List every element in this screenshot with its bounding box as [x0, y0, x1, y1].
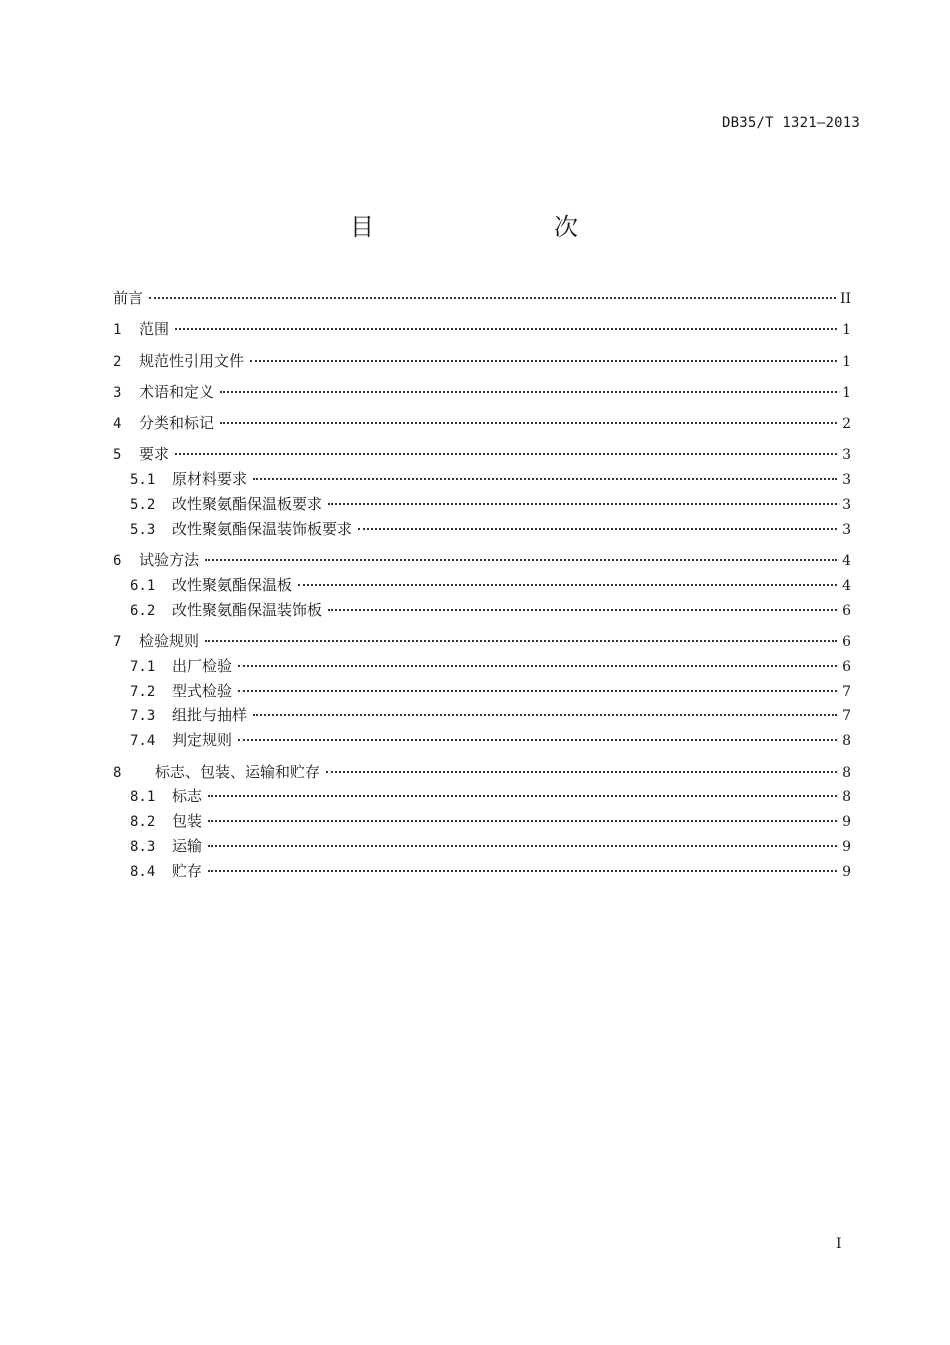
toc-entry-number: 3	[113, 384, 122, 401]
toc-entry-number: 6.1	[130, 577, 156, 594]
toc-entry-number: 7.4	[130, 733, 156, 750]
toc-entry[interactable]	[113, 654, 851, 679]
toc-entry-number: 7	[113, 634, 122, 651]
toc-dot-leader	[208, 820, 837, 822]
toc-entry-label: 改性聚氨酯保温板要求	[172, 495, 323, 514]
toc-entry[interactable]	[113, 598, 851, 623]
toc-entry-number: 5.3	[130, 521, 156, 538]
toc-entry-page-number: 6	[842, 634, 851, 651]
toc-entry-page-number: 3	[842, 497, 851, 514]
toc-dot-leader	[238, 690, 837, 692]
toc-entry-page-number: 4	[842, 577, 851, 594]
toc-entry-label: 术语和定义	[139, 382, 215, 401]
toc-entry-page-number: 9	[842, 814, 851, 831]
toc-dot-leader	[298, 584, 837, 586]
toc-entry-number: 4	[113, 416, 122, 433]
toc-dot-leader	[205, 559, 837, 561]
toc-entry-number: 7.3	[130, 708, 156, 725]
toc-entry[interactable]	[113, 809, 851, 834]
toc-entry-page-number: 2	[842, 416, 851, 433]
toc-entry[interactable]	[113, 286, 851, 311]
toc-entry-page-number: 6	[842, 602, 851, 619]
toc-entry[interactable]	[113, 467, 851, 492]
toc-dot-leader	[328, 609, 837, 611]
toc-dot-leader	[253, 478, 837, 480]
toc-entry[interactable]	[113, 629, 851, 654]
toc-dot-leader	[238, 665, 837, 667]
toc-entry-page-number: 9	[842, 863, 851, 880]
toc-entry[interactable]	[113, 760, 851, 785]
toc-entry[interactable]	[113, 859, 851, 884]
toc-entry-label: 贮存	[172, 861, 203, 880]
toc-entry-label: 试验方法	[139, 551, 200, 570]
toc-entry-page-number: 3	[842, 521, 851, 538]
toc-dot-leader	[253, 714, 837, 716]
toc-entry[interactable]	[113, 703, 851, 728]
toc-dot-leader	[208, 870, 837, 872]
toc-entry-number: 7.2	[130, 683, 156, 700]
toc-entry[interactable]	[113, 728, 851, 753]
toc-entry-number: 8.1	[130, 789, 156, 806]
page-title: 目 次	[350, 213, 622, 241]
toc-dot-leader	[326, 771, 837, 773]
toc-entry-number: 1	[113, 322, 122, 339]
toc-entry[interactable]	[113, 442, 851, 467]
toc-entry-number: 8.4	[130, 863, 156, 880]
toc-entry-number: 6.2	[130, 602, 156, 619]
toc-entry[interactable]	[113, 517, 851, 542]
toc-entry-number: 8.2	[130, 814, 156, 831]
toc-dot-leader	[250, 360, 837, 362]
toc-entry-label: 组批与抽样	[172, 706, 248, 725]
toc-entry-label: 出厂检验	[172, 656, 233, 675]
toc-dot-leader	[328, 503, 837, 505]
toc-entry-label: 要求	[139, 445, 170, 464]
toc-entry-label: 规范性引用文件	[139, 351, 245, 370]
toc-entry[interactable]	[113, 679, 851, 704]
toc-dot-leader	[208, 795, 837, 797]
toc-entry-page-number: 1	[842, 322, 851, 339]
toc-entry-label: 包装	[172, 812, 203, 831]
toc-entry-number: 5.1	[130, 472, 156, 489]
toc-entry-label: 判定规则	[172, 731, 233, 750]
toc-entry-label: 检验规则	[139, 632, 200, 651]
toc-entry-label: 标志、包装、运输和贮存	[155, 762, 321, 781]
toc-entry-page-number: 7	[842, 708, 851, 725]
toc-entry-number: 2	[113, 353, 122, 370]
toc-dot-leader	[358, 528, 837, 530]
toc-entry-number: 5.2	[130, 497, 156, 514]
toc-entry-page-number: 3	[842, 472, 851, 489]
toc-entry[interactable]	[113, 548, 851, 573]
toc-entry[interactable]	[113, 411, 851, 436]
toc-entry-number: 6	[113, 553, 122, 570]
toc-entry-label: 改性聚氨酯保温装饰板	[172, 600, 323, 619]
toc-entry-page-number: 6	[842, 658, 851, 675]
toc-entry[interactable]	[113, 317, 851, 342]
toc-entry-number: 8.3	[130, 838, 156, 855]
toc-entry-label: 原材料要求	[172, 470, 248, 489]
toc-dot-leader	[220, 391, 837, 393]
toc-entry[interactable]	[113, 492, 851, 517]
toc-entry-label: 前言	[113, 289, 144, 307]
toc-entry-label: 型式检验	[172, 681, 233, 700]
toc-entry-page-number: 1	[842, 353, 851, 370]
toc-entry-label: 运输	[172, 836, 203, 855]
toc-entry[interactable]	[113, 349, 851, 374]
toc-entry-label: 分类和标记	[139, 414, 215, 433]
toc-entry-page-number: 1	[842, 384, 851, 401]
table-of-contents	[113, 286, 851, 884]
toc-dot-leader	[175, 453, 837, 455]
footer-page-number: I	[836, 1236, 842, 1252]
toc-entry[interactable]	[113, 573, 851, 598]
toc-entry-page-number: 8	[842, 764, 851, 781]
toc-entry-page-number: 8	[842, 789, 851, 806]
toc-dot-leader	[208, 845, 837, 847]
toc-entry-page-number: 3	[842, 447, 851, 464]
toc-entry-page-number: 4	[842, 553, 851, 570]
toc-entry-page-number: 9	[842, 838, 851, 855]
toc-dot-leader	[149, 297, 836, 299]
toc-entry-page-number: 7	[842, 683, 851, 700]
toc-entry-label: 改性聚氨酯保温板	[172, 575, 293, 594]
toc-dot-leader	[220, 422, 837, 424]
toc-entry[interactable]	[113, 380, 851, 405]
toc-entry[interactable]	[113, 784, 851, 809]
toc-entry-label: 标志	[172, 787, 203, 806]
toc-entry-label: 范围	[139, 320, 170, 339]
toc-entry-number: 8	[113, 764, 122, 781]
toc-dot-leader	[175, 328, 837, 330]
toc-dot-leader	[238, 739, 837, 741]
toc-entry-number: 5	[113, 447, 122, 464]
standard-code: DB35/T 1321—2013	[721, 115, 860, 131]
toc-entry-label: 改性聚氨酯保温装饰板要求	[172, 519, 353, 538]
toc-dot-leader	[205, 640, 837, 642]
toc-entry-number: 7.1	[130, 658, 156, 675]
toc-entry-page-number: 8	[842, 733, 851, 750]
toc-entry-page-number: II	[839, 291, 851, 307]
toc-entry[interactable]	[113, 834, 851, 859]
